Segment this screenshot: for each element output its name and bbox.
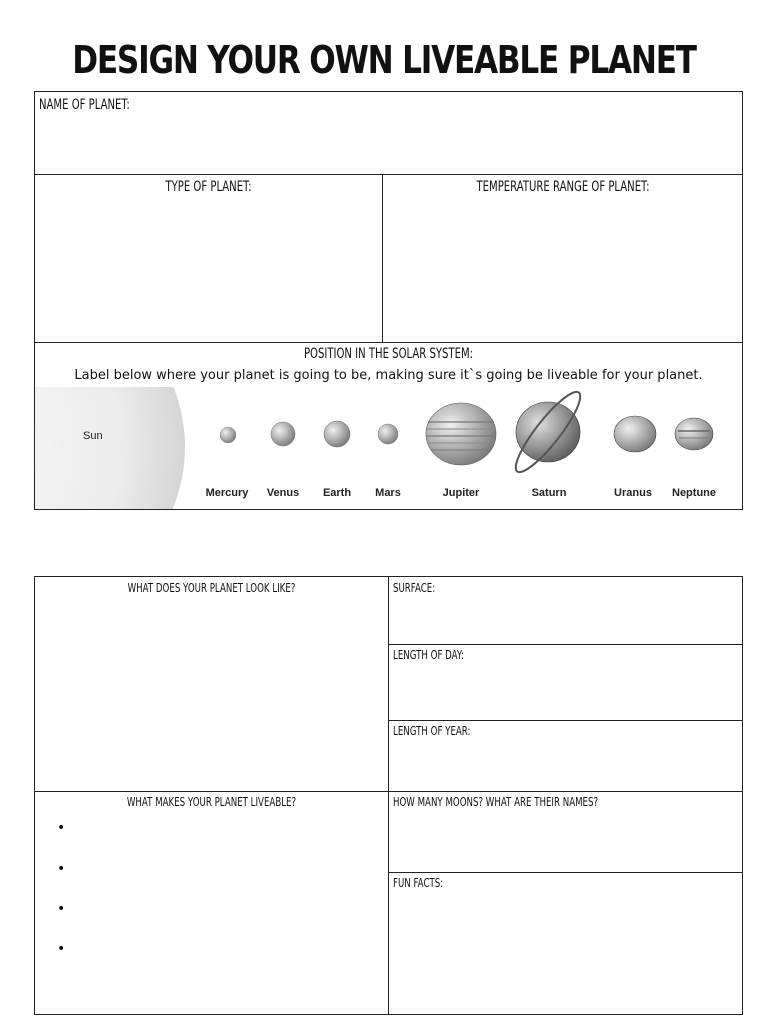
divider <box>35 174 742 175</box>
uranus-icon <box>614 416 656 452</box>
temperature-range-label: TEMPERATURE RANGE OF PLANET: <box>476 179 650 195</box>
type-of-planet-label: TYPE OF PLANET: <box>165 179 252 195</box>
jupiter-icon <box>426 403 496 465</box>
length-of-year-field[interactable] <box>393 742 739 787</box>
divider <box>35 791 742 792</box>
look-field[interactable] <box>39 601 383 787</box>
neptune-icon <box>675 418 713 450</box>
length-of-day-field[interactable] <box>393 666 739 716</box>
fun-facts-label: FUN FACTS: <box>393 876 444 890</box>
divider <box>388 720 742 721</box>
divider <box>35 342 742 343</box>
type-of-planet-field[interactable] <box>39 202 377 337</box>
length-of-year-label: LENGTH OF YEAR: <box>393 724 471 738</box>
moons-field[interactable] <box>393 813 739 868</box>
sun-icon <box>35 387 185 509</box>
planet-label: Earth <box>322 487 352 499</box>
mars-icon <box>378 424 398 444</box>
mercury-icon <box>220 427 236 443</box>
divider <box>388 577 389 1014</box>
surface-label: SURFACE: <box>393 581 436 595</box>
planet-label: Jupiter <box>442 487 480 499</box>
sun-label: Sun <box>83 430 103 442</box>
divider <box>388 872 742 873</box>
solar-system-diagram[interactable] <box>35 387 742 509</box>
fun-facts-field[interactable] <box>393 894 739 1009</box>
planet-label: Uranus <box>614 487 652 499</box>
planet-info-table <box>34 91 743 510</box>
planet-label: Mercury <box>205 487 249 499</box>
position-instruction: Label below where your planet is going to be, making sure it`s going be liveable for your planet. <box>74 368 703 383</box>
bullet-point: • <box>57 861 66 877</box>
temperature-range-field[interactable] <box>387 202 739 337</box>
moons-label: HOW MANY MOONS? WHAT ARE THEIR NAMES? <box>393 795 599 809</box>
surface-field[interactable] <box>393 599 739 641</box>
planet-label: Mars <box>375 487 401 499</box>
planet-label: Neptune <box>672 487 716 499</box>
look-label: WHAT DOES YOUR PLANET LOOK LIKE? <box>127 581 296 595</box>
length-of-day-label: LENGTH OF DAY: <box>393 648 464 662</box>
earth-icon <box>324 421 350 447</box>
divider <box>382 174 383 342</box>
bullet-point: • <box>57 901 66 917</box>
position-label: POSITION IN THE SOLAR SYSTEM: <box>303 346 474 362</box>
liveable-label: WHAT MAKES YOUR PLANET LIVEABLE? <box>126 795 297 809</box>
planet-label: Venus <box>266 487 300 499</box>
name-of-planet-label: NAME OF PLANET: <box>39 97 130 113</box>
name-of-planet-field[interactable] <box>39 118 737 170</box>
liveable-field[interactable] <box>75 817 383 1007</box>
venus-icon <box>271 422 295 446</box>
planet-label: Saturn <box>531 487 567 499</box>
page-title: DESIGN YOUR OWN LIVEABLE PLANET <box>72 38 696 82</box>
bullet-point: • <box>57 941 66 957</box>
bullet-point: • <box>57 820 66 836</box>
planet-details-table <box>34 576 743 1015</box>
divider <box>388 644 742 645</box>
